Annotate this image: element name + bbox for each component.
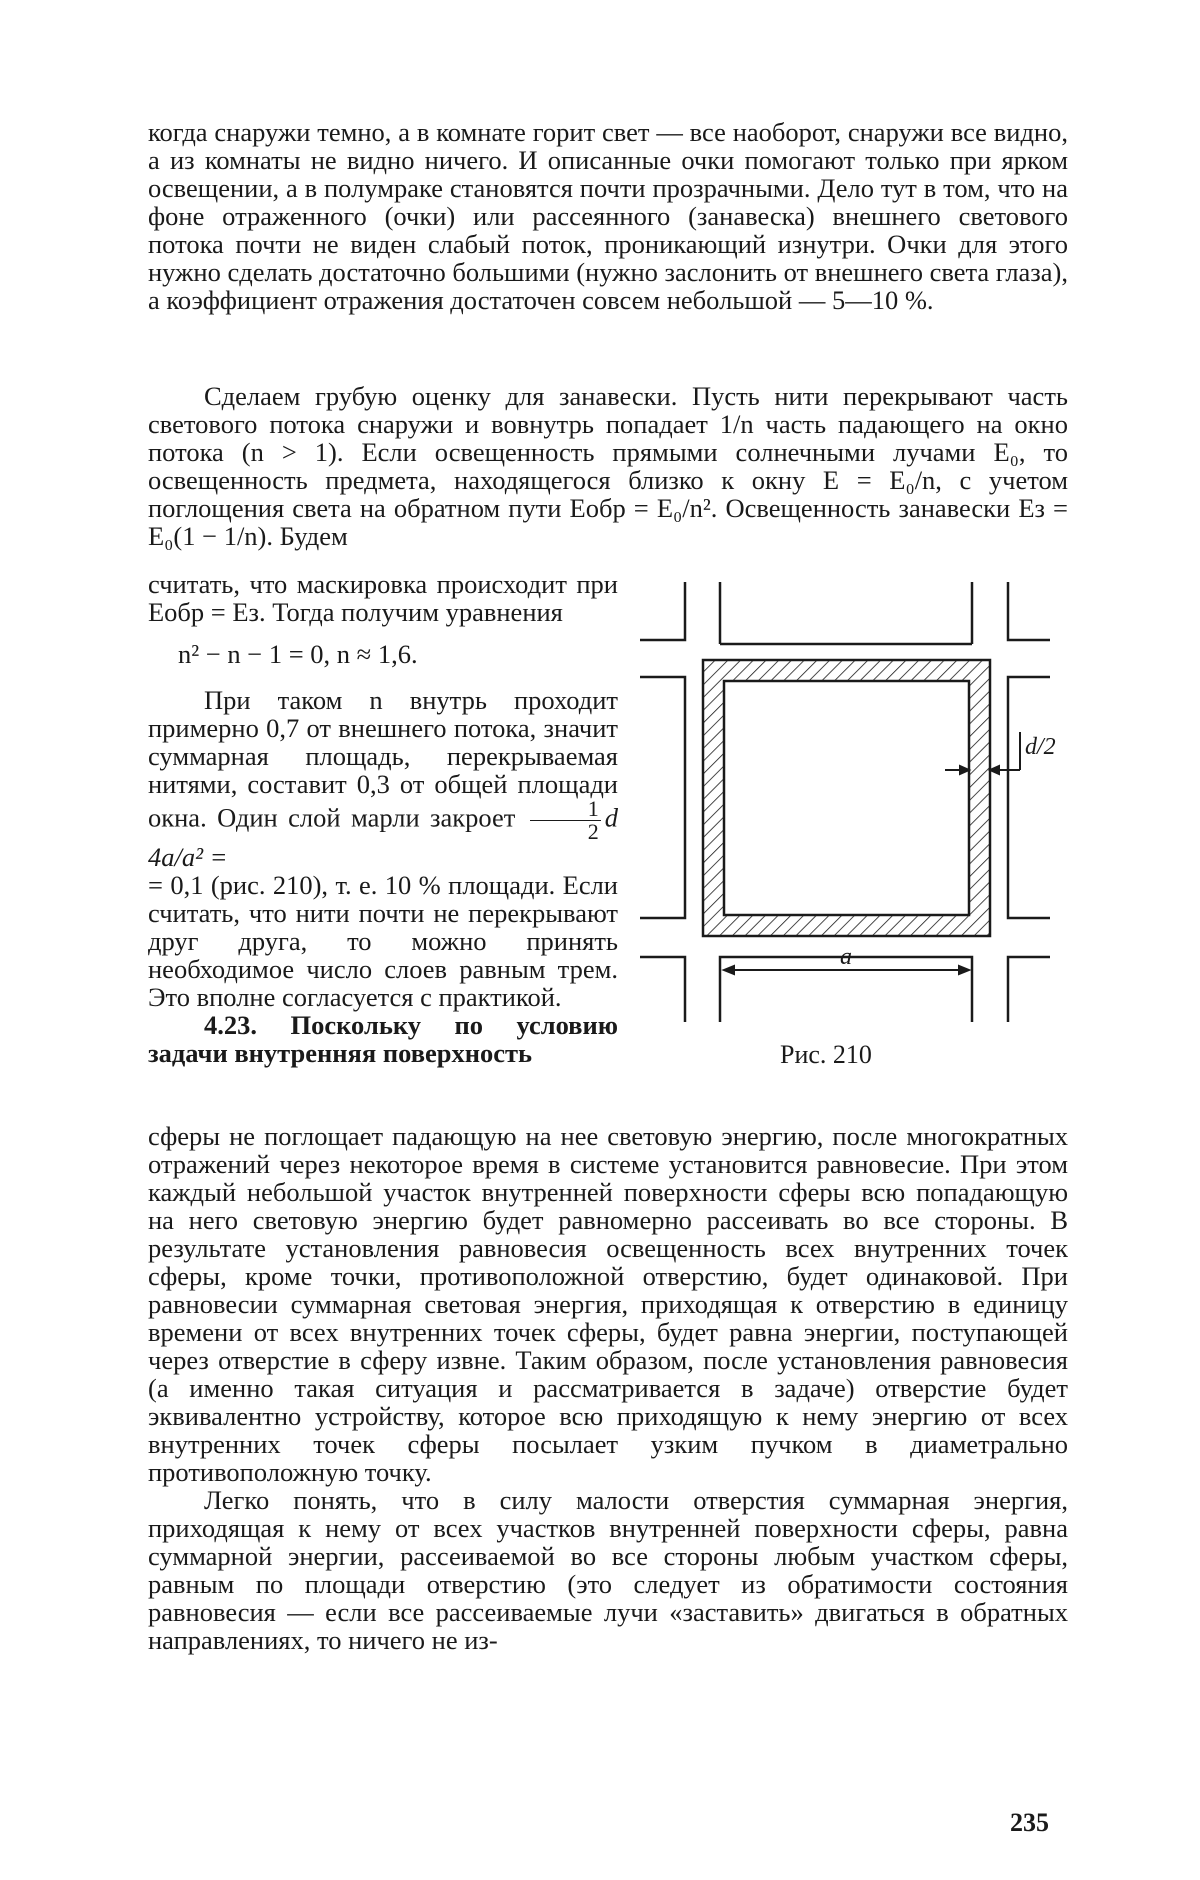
fraction-numerator: 1 xyxy=(530,798,601,821)
paragraph-4: сферы не поглощает падающую на нее световую энергию, после многократных отражений через некоторое время в системе установится равновесие. При этом каждый небольшой участок внутренней поверхности сферы всю попадающую на него световую энергию будет равномерно рассеивать во все стороны. В результате установления равновесия освещенность всех внутренних точек сферы, кроме точки, противоположной отверстию, будет одинаковой. При равновесии суммарная световая энергия, приходящая к отверстию в единицу времени от всех внутренних точек сферы, будет равна энергии, поступающей через отверстие в сферу извне. Таким образом, после установления равновесия (а именно такая ситуация и рассматривается в задаче) отверстие будет эквивалентно устройству, которое всю приходящую к нему энергию от всех внутренних точек сферы посылает узким пучком в диаметрально противоположную точку. xyxy=(148,1121,1068,1487)
window-opening xyxy=(724,681,969,915)
paragraph-1: когда снаружи темно, а в комнате горит свет — все наоборот, снаружи все видно, а из комнаты не видно ничего. И описанные очки помогают только при ярком освещении, а в полумраке становятся почти прозрачными. Дело тут в том, что на фоне отраженного (очки) или рассеянного (занавеска) внешнего светового потока почти не виден слабый поток, проникающий изнутри. Очки для этого нужно сделать достаточно большими (нужно заслонить от внешнего света глаза), а коэффициент отражения достаточен совсем небольшой — 5—10 %. xyxy=(148,117,1068,315)
paragraph-5: Легко понять, что в силу малости отверстия суммарная энергия, приходящая к нему от всех участков внутренней поверхности сферы, равна суммарной энергии, рассеиваемой во все стороны любым участком сферы, равным по площади отверстию (это следует из обратимости состояния равновесия — если все рассеиваемые лучи «заставить» двигаться в обратных направлениях, то ничего не из- xyxy=(148,1485,1068,1655)
fraction xyxy=(530,798,601,843)
text-block-wrapped xyxy=(148,570,618,1067)
label-d-half: d/2 xyxy=(1025,734,1056,760)
equation: n² − n − 1 = 0, n ≈ 1,6. xyxy=(178,639,418,669)
paragraph-2-continued: считать, что маскировка происходит при Eобр = Eз. Тогда получим уравнения xyxy=(148,569,618,627)
paragraph-3-text: При таком n внутрь проходит примерно 0,7 от внешнего потока, значит суммарная площадь, перекрываемая нитями, составит 0,3 от общей площади окна. Один слой марли закроет xyxy=(148,685,618,833)
figure-210-window-diagram xyxy=(640,582,1070,1022)
formula-fragment: d 4a/a² = xyxy=(148,802,618,872)
label-a: a xyxy=(840,944,852,970)
text-block-curtain xyxy=(148,382,1068,550)
problem-4-23-start: 4.23. Поскольку по условию задачи внутренняя поверхность xyxy=(148,1010,618,1068)
paragraph-2: Сделаем грубую оценку для занавески. Пусть нити перекрывают часть светового потока снаружи и вовнутрь попадает 1/n часть падающего на окно потока (n > 1). Если освещенность прямыми солнечными лучами E₀, то освещенность предмета, находящегося близко к окну E = E₀/n, с учетом поглощения света на обратном пути Eобр = E₀/n². Освещенность занавески Eз = E₀(1 − 1/n). Будем xyxy=(148,381,1068,551)
figure-caption: Рис. 210 xyxy=(780,1040,872,1069)
text-block-top xyxy=(148,118,1068,314)
paragraph-3-continued: = 0,1 (рис. 210), т. е. 10 % площади. Если считать, что нити почти не перекрывают друг друга, то можно принять необходимое число слоев равным трем. Это вполне согласуется с практикой. xyxy=(148,870,618,1012)
page-number: 235 xyxy=(1010,1808,1049,1837)
text-block-lower xyxy=(148,1122,1068,1654)
paragraph-3 xyxy=(148,686,618,871)
fraction-denominator: 2 xyxy=(587,819,599,844)
